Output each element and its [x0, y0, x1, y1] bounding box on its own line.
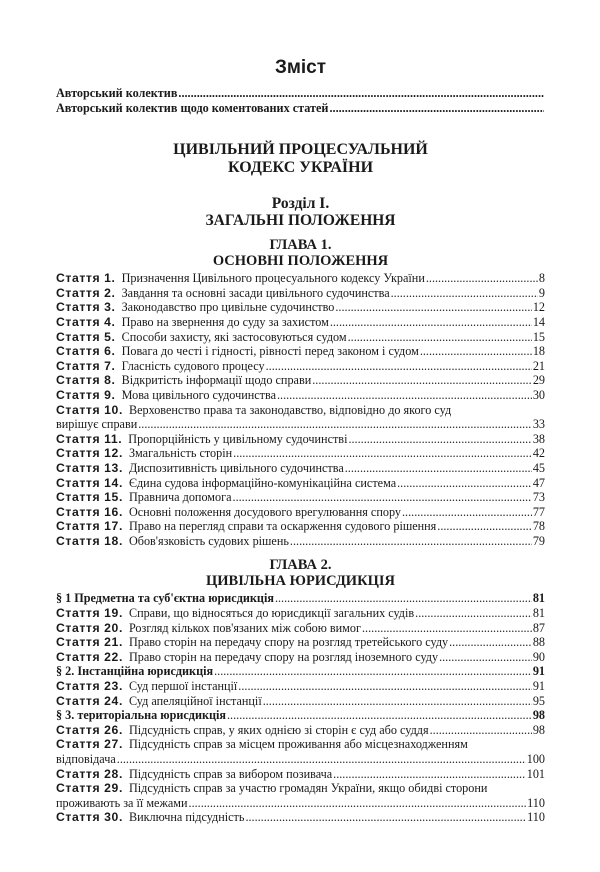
toc-entry-first-line — [56, 781, 545, 796]
toc-entry-text: Єдина судова інформаційно-комунікаційна система — [128, 475, 397, 490]
page-number: 88 — [532, 635, 545, 650]
page-number: 110 — [527, 810, 545, 825]
toc-entry-label: Стаття 26. — [56, 722, 123, 737]
toc-entry — [56, 432, 545, 447]
toc-entry-text: Повага до честі і гідності, рівності перед законом і судом — [121, 344, 419, 359]
toc-entry — [56, 505, 545, 520]
page-number: 79 — [532, 533, 545, 548]
toc-entry-text: Підсудність справ за місцем проживання або місцезнаходженням — [128, 737, 468, 752]
leader-dots — [263, 694, 532, 709]
code-title-line: КОДЕКС УКРАЇНИ — [227, 159, 374, 177]
leader-dots — [426, 271, 538, 286]
toc-entry-text: Змагальність сторін — [128, 446, 233, 461]
toc-entry — [56, 708, 545, 723]
toc-entry — [56, 519, 545, 534]
leader-dots — [233, 490, 532, 505]
page-number: 110 — [527, 795, 545, 810]
toc-entry — [56, 606, 545, 621]
page-number: 15 — [532, 329, 545, 344]
toc-entry-label: Стаття 15. — [56, 490, 123, 505]
toc-entry-label: Стаття 1. — [56, 271, 116, 286]
leader-dots — [333, 767, 526, 782]
toc-entry — [56, 591, 545, 606]
page-number: 18 — [532, 344, 545, 359]
toc-entry — [56, 271, 545, 286]
leader-dots — [329, 101, 544, 116]
leader-dots — [420, 344, 532, 359]
toc-entry-label: Стаття 9. — [56, 387, 116, 402]
chapter-number: ГЛАВА 1. — [269, 237, 332, 254]
toc-entry-text: Завдання та основні засади цивільного судочинства — [121, 285, 390, 300]
toc-entry-label: Стаття 14. — [56, 475, 123, 490]
toc-entry — [56, 679, 545, 694]
toc-entry-text: Обов'язковість судових рішень — [128, 533, 289, 548]
leader-dots — [437, 519, 532, 534]
toc-entry-text: Право на звернення до суду за захистом — [121, 314, 329, 329]
toc-entry-text: Авторський колектив — [56, 86, 178, 100]
toc-entry-label: Стаття 19. — [56, 606, 123, 621]
page-number: 21 — [532, 358, 545, 373]
page-number: 87 — [532, 620, 545, 635]
toc-entry-text: Способи захисту, які застосовуються судом — [121, 329, 347, 344]
toc-entry — [56, 723, 545, 738]
toc-entry-text: Призначення Цивільного процесуального кодексу України — [121, 271, 425, 286]
toc-entry — [56, 781, 545, 810]
code-title — [56, 141, 545, 177]
toc-entry — [56, 359, 545, 374]
section-name: ЗАГАЛЬНІ ПОЛОЖЕННЯ — [205, 212, 396, 230]
toc-entry-label: Стаття 28. — [56, 766, 123, 781]
leader-dots — [362, 621, 532, 636]
toc-entry — [56, 403, 545, 432]
page-number: 91 — [532, 664, 545, 679]
toc-entry-label: Стаття 21. — [56, 635, 123, 650]
leader-dots — [117, 752, 526, 767]
leader-dots — [275, 591, 532, 606]
chapter-name: ЦИВІЛЬНА ЮРИСДИКЦІЯ — [205, 572, 395, 589]
page-number: 45 — [532, 460, 545, 475]
leader-dots — [330, 315, 532, 330]
toc-entry-label: Стаття 8. — [56, 373, 116, 388]
leader-dots — [312, 373, 532, 388]
leader-dots — [227, 708, 532, 723]
page-number: 29 — [532, 373, 545, 388]
toc-entry-label: Стаття 6. — [56, 344, 116, 359]
toc-entry — [56, 101, 545, 116]
leader-dots — [402, 505, 532, 520]
toc-entry-text: Пропорційність у цивільному судочинстві — [128, 431, 348, 446]
toc-entry-label: Стаття 7. — [56, 358, 116, 373]
toc-entry-text: Відкритість інформації щодо справи — [121, 373, 312, 388]
toc-entry — [56, 330, 545, 345]
toc-entry-label: Стаття 27. — [56, 737, 123, 752]
chapter-number: ГЛАВА 2. — [269, 557, 332, 574]
toc-entry — [56, 664, 545, 679]
toc-entry-continuation — [56, 796, 545, 811]
chapter-name: ОСНОВНІ ПОЛОЖЕННЯ — [212, 252, 389, 269]
toc-entry — [56, 621, 545, 636]
toc-entry-text: § 3. територіальна юрисдикція — [56, 708, 226, 723]
toc-entry-text: Суд першої інстанції — [128, 679, 238, 694]
leader-dots — [391, 286, 538, 301]
page-number: 47 — [532, 475, 545, 490]
toc-entry-label: Стаття 16. — [56, 504, 123, 519]
section-heading — [56, 195, 545, 229]
table-of-contents-page — [56, 56, 545, 825]
toc-entry-text: Законодавство про цивільне судочинство — [121, 300, 335, 315]
leader-dots — [138, 417, 532, 432]
toc-entry-text: Право на перегляд справи та оскарження судового рішення — [128, 519, 437, 534]
front-matter — [56, 86, 545, 115]
toc-entry-label: Стаття 4. — [56, 314, 116, 329]
toc-entry-text: Право сторін на передачу спору на розгляд іноземного суду — [128, 649, 439, 664]
toc-entry — [56, 388, 545, 403]
toc-entry-label: Стаття 3. — [56, 300, 116, 315]
toc-entry-label: Стаття 11. — [56, 431, 123, 446]
page-number: 73 — [532, 490, 545, 505]
toc-entry-text: Верховенство права та законодавство, відповідно до якого суд — [128, 402, 452, 417]
toc-entry-text: § 2. Інстанційна юрисдикція — [56, 664, 214, 679]
page-number: 30 — [532, 387, 545, 402]
toc-entry-label: Стаття 29. — [56, 781, 123, 796]
toc-entry-label: Стаття 23. — [56, 679, 123, 694]
toc-entry — [56, 694, 545, 709]
toc-entry — [56, 737, 545, 766]
chapter-heading — [56, 558, 545, 589]
page-number: 81 — [532, 606, 545, 621]
toc-entry-continuation — [56, 752, 545, 767]
toc-entry — [56, 476, 545, 491]
toc-entry-text: Підсудність справ за вибором позивача — [128, 766, 333, 781]
toc-entry — [56, 534, 545, 549]
toc-entry-text-continued: вирішує справи — [56, 417, 138, 432]
page-number: 33 — [532, 417, 545, 432]
page-number: 101 — [526, 766, 545, 781]
leader-dots — [266, 359, 532, 374]
toc-entry-label: Стаття 5. — [56, 329, 116, 344]
toc-entry-text-continued: відповідача — [56, 752, 116, 766]
toc-entry-text: Підсудність справ за участю громадян України, якщо обидві сторони — [128, 781, 488, 796]
leader-dots — [178, 86, 544, 101]
toc-entry-text-continued: проживають за її межами — [56, 795, 188, 810]
leader-dots — [348, 330, 532, 345]
toc-entry — [56, 461, 545, 476]
leader-dots — [245, 810, 526, 825]
leader-dots — [415, 606, 532, 621]
page-number: 90 — [532, 649, 545, 664]
toc-entry — [56, 490, 545, 505]
toc-entry — [56, 315, 545, 330]
toc-entry — [56, 635, 545, 650]
page-number: 78 — [532, 519, 545, 534]
leader-dots — [397, 476, 532, 491]
chapter-heading — [56, 238, 545, 269]
section-number: Розділ І. — [271, 195, 330, 213]
toc-entry — [56, 300, 545, 315]
toc-entry-text: Авторський колектив щодо коментованих статей — [56, 100, 329, 115]
toc-entry-continuation — [56, 417, 545, 432]
page-number: 38 — [532, 431, 545, 446]
toc-entry-text: Право сторін на передачу спору на розгляд третейського суду — [128, 635, 449, 650]
toc-entry — [56, 286, 545, 301]
page-number: 14 — [532, 314, 545, 329]
leader-dots — [449, 635, 532, 650]
toc-entry-text: Основні положення досудового врегулювання спору — [128, 504, 401, 519]
leader-dots — [189, 796, 527, 811]
toc-entry-text: Суд апеляційної інстанції — [128, 693, 262, 708]
toc-entry-label: Стаття 12. — [56, 446, 123, 461]
toc-entry — [56, 767, 545, 782]
page-number: 98 — [532, 708, 545, 723]
toc-entry-text: Гласність судового процесу — [121, 358, 265, 373]
leader-dots — [238, 679, 532, 694]
page-number: 77 — [532, 504, 545, 519]
toc-entry — [56, 344, 545, 359]
leader-dots — [439, 650, 532, 665]
page-number: 81 — [532, 591, 545, 606]
toc-entry — [56, 373, 545, 388]
toc-entry-text: Диспозитивність цивільного судочинства — [128, 460, 344, 475]
toc-entry-label: Стаття 2. — [56, 285, 116, 300]
page-number: 8 — [538, 271, 545, 286]
leader-dots — [233, 446, 532, 461]
toc-entry-text: Підсудність справ, у яких однією зі сторін є суд або суддя — [128, 722, 429, 737]
toc-entry-text: Правнича допомога — [128, 490, 232, 505]
toc-entry — [56, 86, 545, 101]
toc-entry — [56, 650, 545, 665]
page-number: 42 — [532, 446, 545, 461]
leader-dots — [214, 664, 532, 679]
toc-entry-label: Стаття 17. — [56, 519, 123, 534]
page-number: 98 — [532, 722, 545, 737]
leader-dots — [335, 300, 531, 315]
leader-dots — [430, 723, 532, 738]
toc-entry-text: Справи, що відносяться до юрисдикції загальних судів — [128, 606, 415, 621]
page-number: 9 — [538, 285, 545, 300]
toc-entry-label: Стаття 30. — [56, 810, 123, 825]
page-number: 95 — [532, 693, 545, 708]
leader-dots — [348, 432, 531, 447]
toc-entry-text: Виключна підсудність — [128, 810, 245, 825]
page-number: 91 — [532, 679, 545, 694]
toc-entry-label: Стаття 22. — [56, 649, 123, 664]
code-title-line: ЦИВІЛЬНИЙ ПРОЦЕСУАЛЬНИЙ — [173, 141, 428, 159]
toc-entry — [56, 810, 545, 825]
toc-entry-label: Стаття 13. — [56, 460, 123, 475]
leader-dots — [290, 534, 532, 549]
page-number: 100 — [526, 752, 545, 766]
toc-entry-label: Стаття 20. — [56, 620, 123, 635]
chapter-2-entries — [56, 591, 545, 825]
toc-entry-text: Мова цивільного судочинства — [121, 387, 276, 402]
toc-entry-first-line — [56, 403, 545, 418]
toc-entry — [56, 446, 545, 461]
page-number: 12 — [532, 300, 545, 315]
toc-entry-first-line — [56, 737, 545, 752]
toc-entry-label: Стаття 10. — [56, 402, 123, 417]
toc-entry-label: Стаття 24. — [56, 693, 123, 708]
chapter-1-entries — [56, 271, 545, 548]
toc-entry-text: Розгляд кількох пов'язаних між собою вимог — [128, 620, 361, 635]
page-title: Зміст — [274, 57, 327, 78]
toc-entry-text: § 1 Предметна та суб'єктна юрисдикція — [56, 591, 274, 606]
leader-dots — [345, 461, 532, 476]
leader-dots — [277, 388, 532, 403]
toc-entry-label: Стаття 18. — [56, 533, 123, 548]
